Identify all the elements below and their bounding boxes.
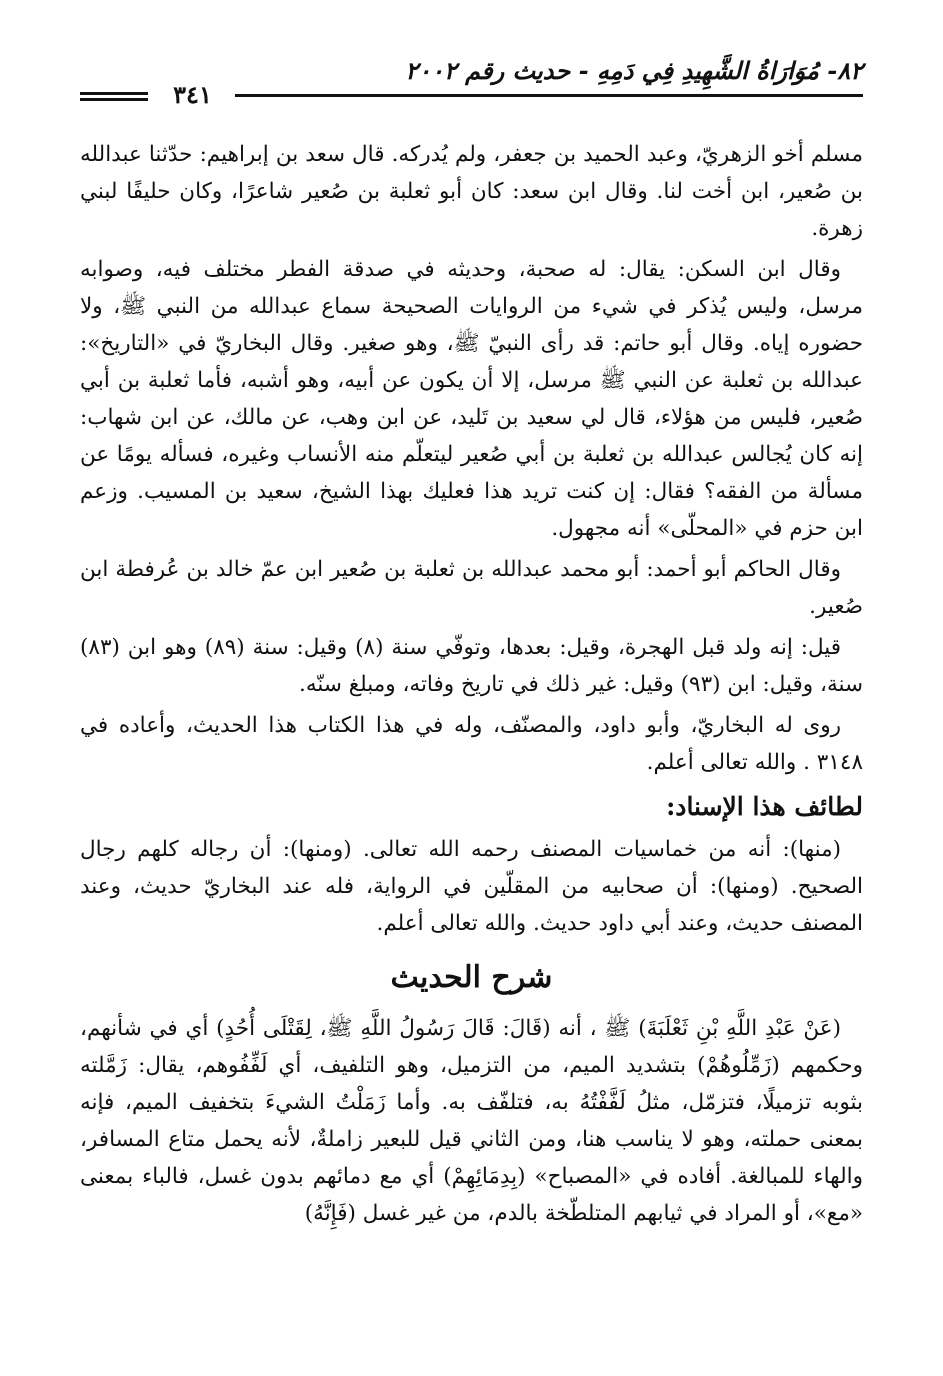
lataif-heading: لطائف هذا الإسناد: [666,792,863,821]
paragraph-3: وقال الحاكم أبو أحمد: أبو محمد عبدالله بن ثعلبة بن صُعير ابن عمّ خالد بن عُرفطة ابن صُعير. [80,557,863,619]
paragraph-5: روى له البخاريّ، وأبو داود، والمصنّف، وله في هذا الكتاب هذا الحديث، وأعاده في ٣١٤٨ . والله تعالى أعلم. [80,713,863,775]
chapter-title: ٨٢- مُوَارَاةُ الشَّهِيدِ فِي دَمِهِ - حديث رقم ٢٠٠٢ [405,56,863,85]
page-body [80,136,863,1232]
sharh-heading: شرح الحديث [390,960,553,995]
paragraph-1: مسلم أخو الزهريّ، وعبد الحميد بن جعفر، ولم يُدركه. قال سعد بن إبراهيم: حدّثنا عبدالله بن صُعير، ابن أخت لنا. وقال ابن سعد: كان أبو ثعلبة بن صُعير شاعرًا، وكان حليفًا لبني زهرة. [80,142,863,241]
header-double-rule [80,92,148,104]
paragraph-4: قيل: إنه ولد قبل الهجرة، وقيل: بعدها، وتوفّي سنة (٨) وقيل: سنة (٨٩) وهو ابن (٨٣) سنة، وقيل: ابن (٩٣) وقيل: غير ذلك في تاريخ وفاته، ومبلغ سنّه. [80,635,863,697]
paragraph-2: وقال ابن السكن: يقال: له صحبة، وحديثه في صدقة الفطر مختلف فيه، وصوابه مرسل، وليس يُذكر في شيء من الروايات الصحيحة سماع عبدالله من النبي ﷺ، ولا حضوره إياه. وقال أبو حاتم: قد رأى النبيّ ﷺ، وهو صغير. وقال البخاريّ في «التاريخ»: عبدالله بن ثعلبة عن النبي ﷺ مرسل، إلا أن يكون عن أبيه، وهو أشبه، فأما ثعلبة بن أبي صُعير، فليس من هؤلاء، قال لي سعيد بن تَليد، عن ابن وهب، عن مالك، عن ابن شهاب: إنه كان يُجالس عبدالله بن ثعلبة بن أبي صُعير ليتعلّم منه الأنساب وغيره، فسأله يومًا عن مسألة من الفقه؟ فقال: إن كنت تريد هذا فعليك بهذا الشيخ، سعيد بن المسيب. وزعم ابن حزم في «المحلّى» أنه مجهول. [80,257,863,541]
running-header [80,52,863,109]
header-rule [230,94,863,97]
page-number: ٣٤١ [150,80,235,109]
sharh-text: (عَنْ عَبْدِ اللَّهِ بْنِ ثَعْلَبَةَ) ﷺ ، أنه (قَالَ: قَالَ رَسُولُ اللَّهِ ﷺ، لِقَتْلَى أُحُدٍ) أي في شأنهم، وحكمهم (زَمِّلُوهُمْ) بتشديد الميم، من التزميل، وهو التلفيف، أي لَفِّفُوهم، يقال: زَمَّلته بثوبه تزميلًا، فتزمّل، مثلُ لَفَّفْتُهُ به، فتلفّف به. وأما زَمَلْتُ الشيءَ بتخفيف الميم، فإنه بمعنى حملته، وهو لا يناسب هنا، ومن الثاني قيل للبعير زاملةٌ، لأنه يحمل متاع المسافر، والهاء للمبالغة. أفاده في «المصباح» (بِدِمَائِهِمْ) أي مع دمائهم بدون غسل، فالباء بمعنى «مع»، أو المراد في ثيابهم المتلطّخة بالدم، من غير غسل (فَإِنَّهُ) [80,1016,863,1226]
lataif-text: (منها): أنه من خماسيات المصنف رحمه الله تعالى. (ومنها): أن رجاله كلهم رجال الصحيح. (ومنها): أن صحابيه من المقلّين في الرواية، فله عند البخاريّ حديث، وعند المصنف حديث، وعند أبي داود حديث. والله تعالى أعلم. [80,837,863,936]
